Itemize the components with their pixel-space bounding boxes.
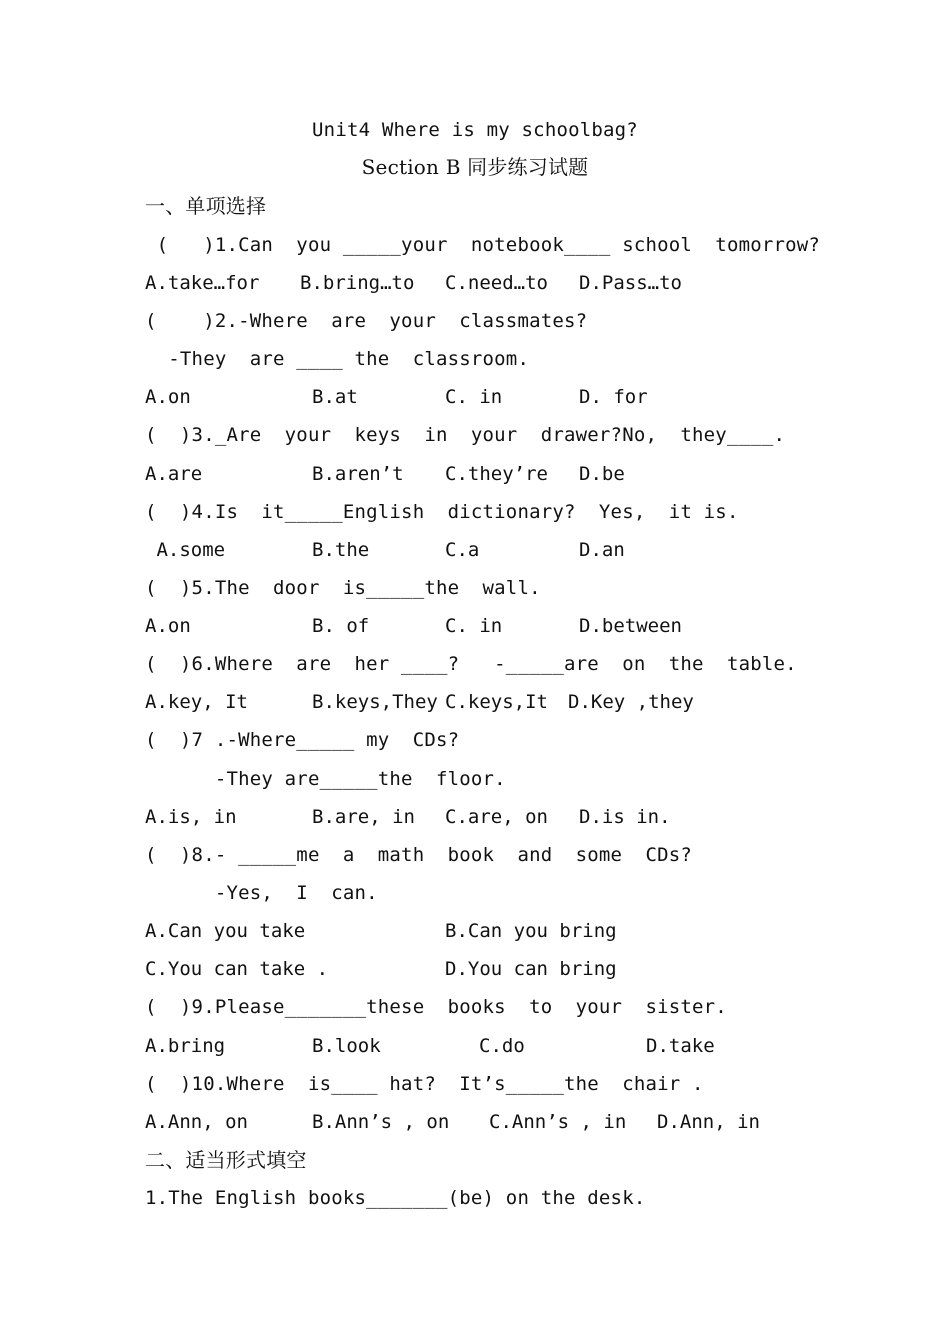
page-subtitle: Section B 同步练习试题 — [361, 155, 589, 179]
question-5-option-c: C. in — [445, 615, 503, 637]
question-1-option-d: D.Pass…to — [579, 272, 682, 294]
question-2-option-d: D. for — [579, 386, 648, 408]
question-3-option-d: D.be — [579, 463, 625, 485]
question-10-option-a: A.Ann, on — [145, 1111, 248, 1133]
question-10-option-d: D.Ann, in — [657, 1111, 760, 1133]
question-9-option-a: A.bring — [145, 1035, 226, 1057]
question-5-option-d: D.between — [579, 615, 682, 637]
question-8-option-b: B.Can you bring — [445, 920, 617, 942]
question-7-answer-line: -They are_____the floor. — [145, 768, 506, 790]
question-2-option-a: A.on — [145, 386, 191, 408]
question-8-stem: ( )8.- _____me a math book and some CDs? — [145, 844, 693, 866]
question-6-option-d: D.Key ,they — [568, 691, 694, 713]
question-6-option-c: C.keys,It — [445, 691, 548, 713]
question-5-option-b: B. of — [312, 615, 370, 637]
question-1-stem: ( )1.Can you _____your notebook____ school tomorrow? — [145, 234, 821, 256]
question-9-option-c: C.do — [479, 1035, 525, 1057]
question-6-stem: ( )6.Where are her ____? -_____are on the table. — [145, 653, 797, 675]
question-3-stem: ( )3._Are your keys in your drawer?No, they____. — [145, 424, 786, 446]
question-8-option-a: A.Can you take — [145, 920, 306, 942]
question-10-stem: ( )10.Where is____ hat? It’s_____the chair . — [145, 1073, 704, 1095]
fill-in-item-1: 1.The English books_______(be) on the desk. — [145, 1187, 646, 1209]
question-1-option-c: C.need…to — [445, 272, 548, 294]
question-9-option-d: D.take — [646, 1035, 715, 1057]
question-10-option-c: C.Ann’s , in — [489, 1111, 627, 1133]
question-5-option-a: A.on — [145, 615, 191, 637]
page-title: Unit4 Where is my schoolbag? — [312, 119, 638, 141]
question-2-option-c: C. in — [445, 386, 503, 408]
question-4-option-a: A.some — [145, 539, 226, 561]
section-heading-fill-in: 二、适当形式填空 — [145, 1148, 307, 1172]
question-2-option-b: B.at — [312, 386, 358, 408]
question-3-option-a: A.are — [145, 463, 203, 485]
question-7-option-c: C.are, on — [445, 806, 548, 828]
question-5-stem: ( )5.The door is_____the wall. — [145, 577, 541, 599]
question-3-option-b: B.aren’t — [312, 463, 404, 485]
question-1-option-a: A.take…for — [145, 272, 260, 294]
question-6-option-b: B.keys,They — [312, 691, 438, 713]
question-8-answer-line: -Yes, I can. — [145, 882, 378, 904]
question-3-option-c: C.they’re — [445, 463, 548, 485]
question-2-answer-line: -They are ____ the classroom. — [145, 348, 530, 370]
question-10-option-b: B.Ann’s , on — [312, 1111, 450, 1133]
question-7-option-a: A.is, in — [145, 806, 237, 828]
question-9-option-b: B.look — [312, 1035, 381, 1057]
question-7-stem: ( )7 .-Where_____ my CDs? — [145, 729, 460, 751]
question-1-option-b: B.bring…to — [300, 272, 415, 294]
question-4-stem: ( )4.Is it_____English dictionary? Yes, it is. — [145, 501, 739, 523]
question-4-option-d: D.an — [579, 539, 625, 561]
question-2-stem: ( )2.-Where are your classmates? — [145, 310, 588, 332]
question-9-stem: ( )9.Please_______these books to your sister. — [145, 996, 727, 1018]
question-6-option-a: A.key, It — [145, 691, 248, 713]
question-7-option-d: D.is in. — [579, 806, 671, 828]
question-4-option-b: B.the — [312, 539, 370, 561]
section-heading-single-choice: 一、单项选择 — [145, 194, 267, 218]
question-4-option-c: C.a — [445, 539, 480, 561]
question-7-option-b: B.are, in — [312, 806, 415, 828]
question-8-option-d: D.You can bring — [445, 958, 617, 980]
question-8-option-c: C.You can take . — [145, 958, 329, 980]
